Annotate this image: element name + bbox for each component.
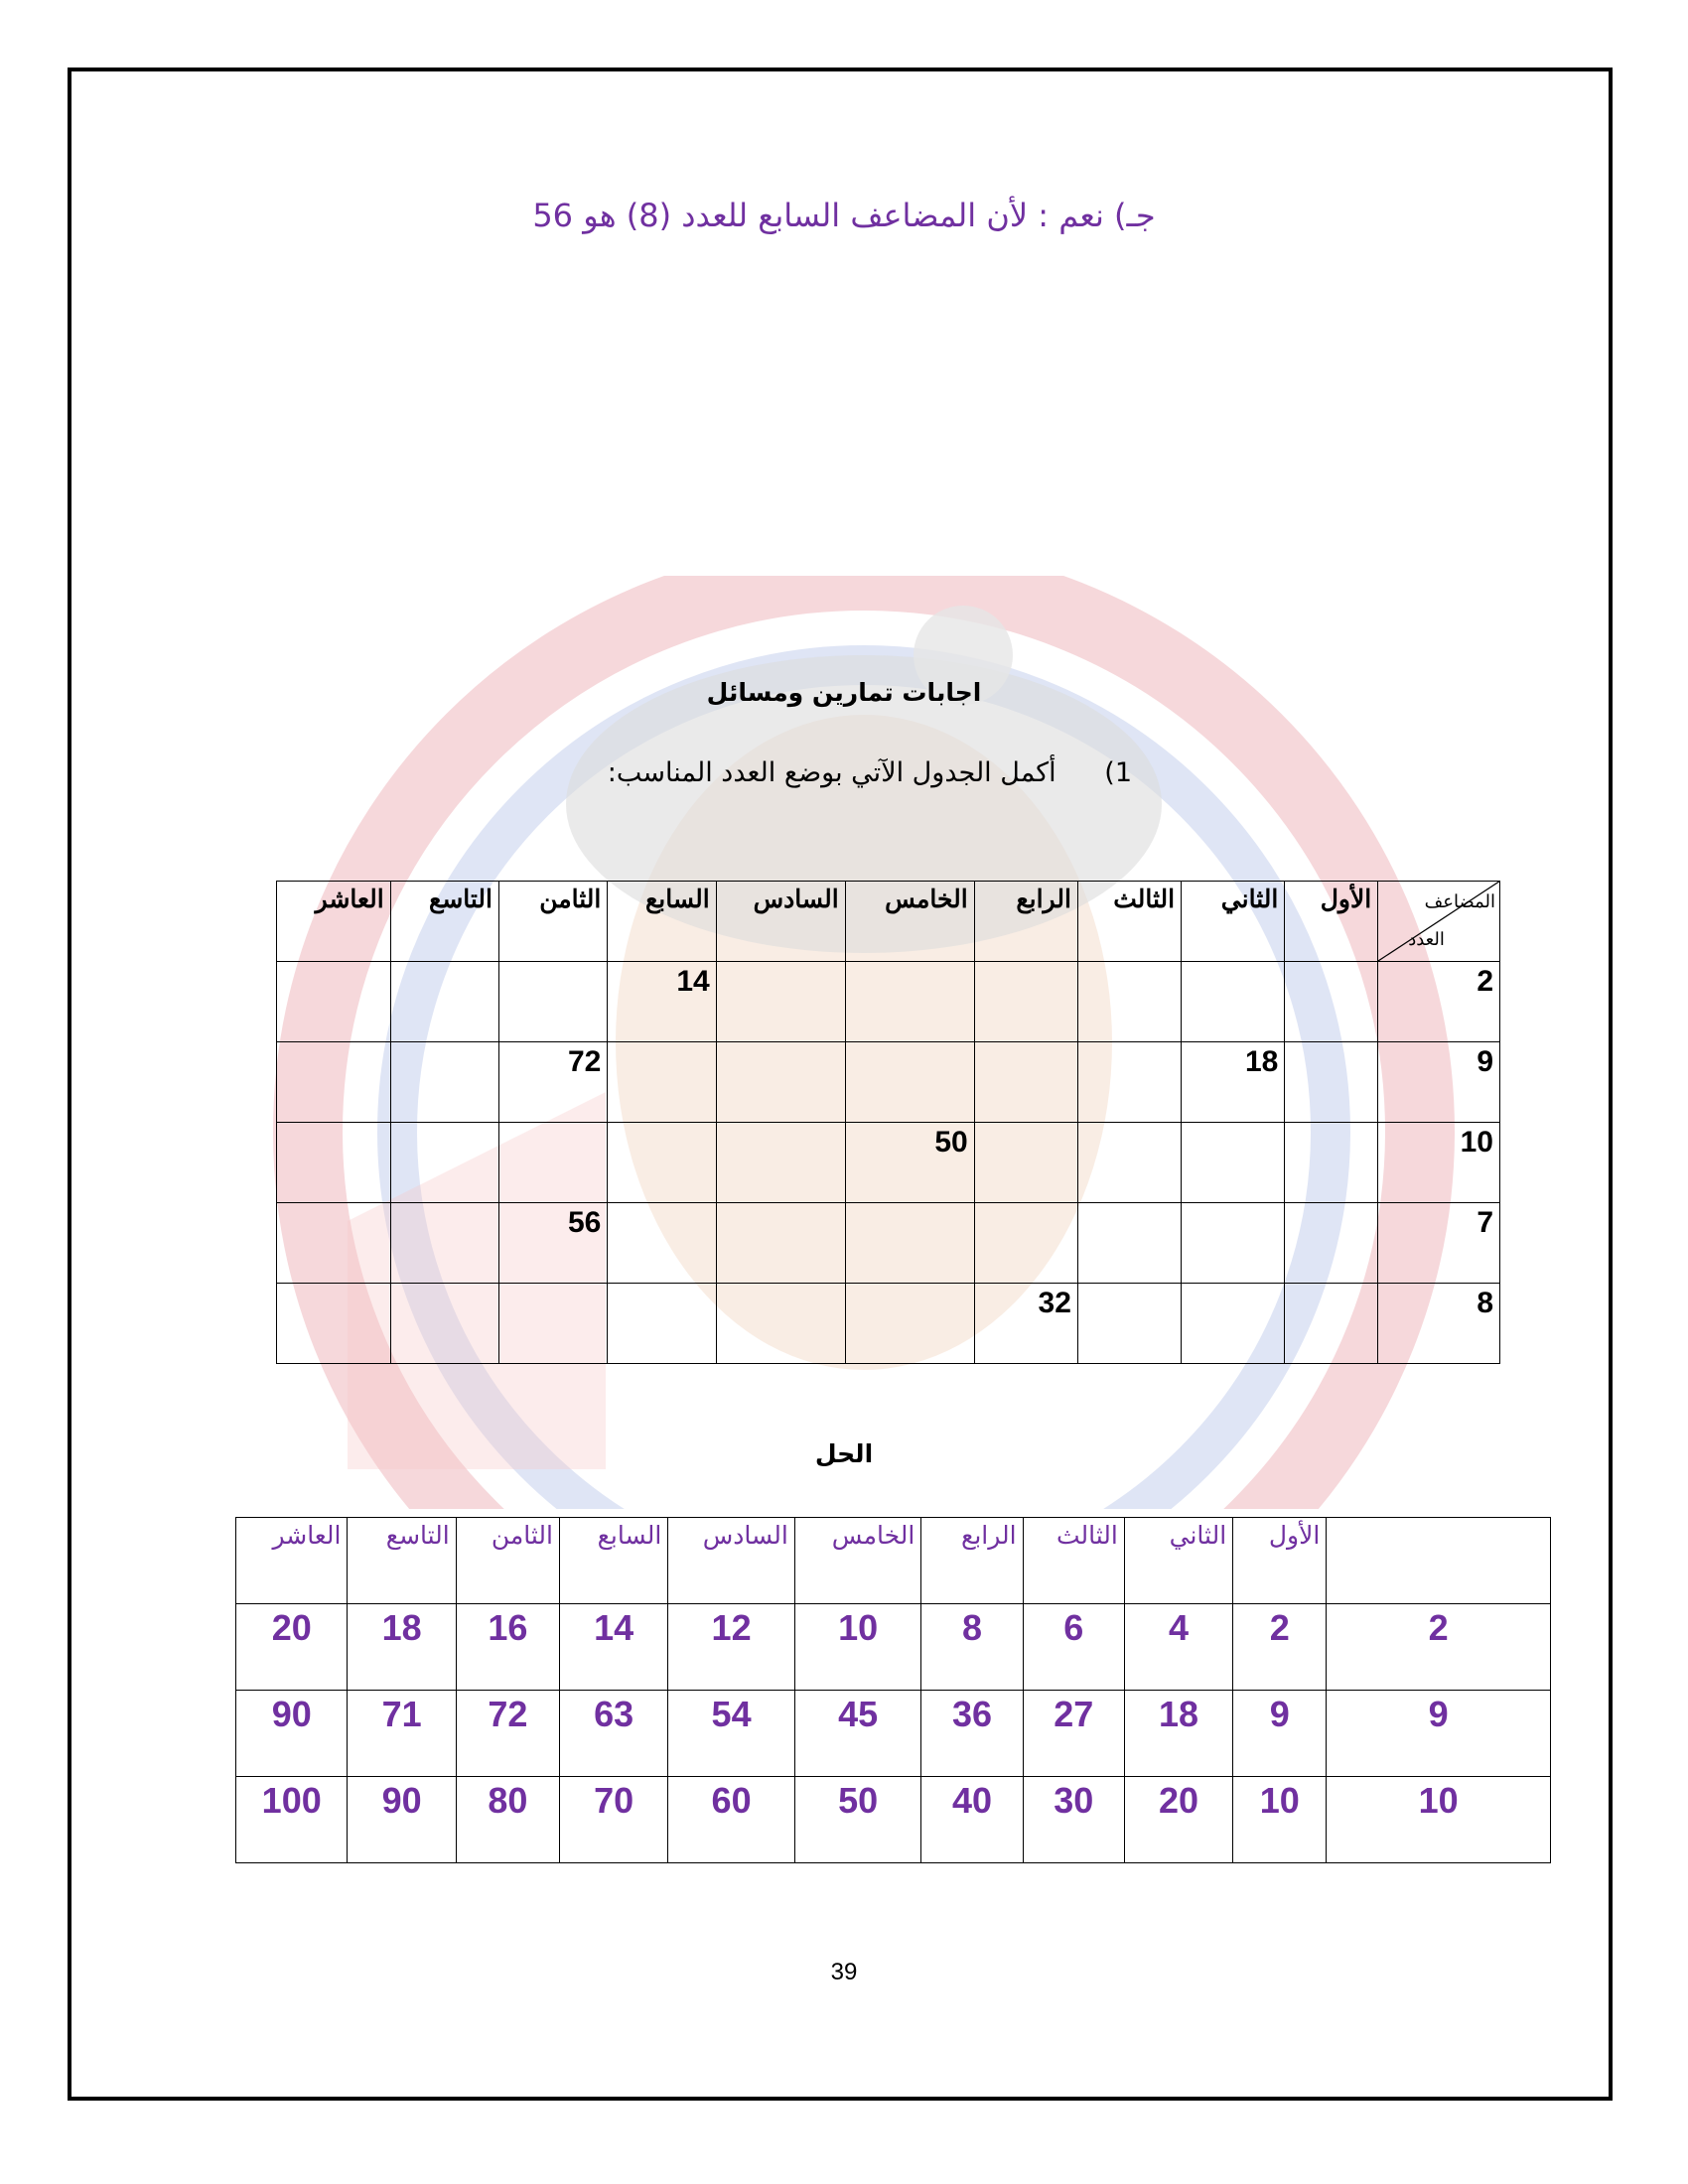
table-cell [716,1042,845,1123]
row-number: 9 [1378,1042,1500,1123]
table-row [277,962,1500,1042]
table-cell: 72 [456,1691,559,1777]
column-header: الخامس [794,1518,921,1604]
table-cell: 90 [348,1777,456,1863]
table-cell [608,1042,716,1123]
table-cell [1285,1203,1378,1284]
column-header: التاسع [390,882,498,962]
table-cell [1285,1284,1378,1364]
table-cell [1077,962,1181,1042]
row-number: 10 [1378,1123,1500,1203]
table-cell: 56 [499,1203,608,1284]
table-cell [390,1042,498,1123]
column-header: الرابع [921,1518,1023,1604]
table-cell: 18 [1182,1042,1285,1123]
table-cell: 70 [560,1777,668,1863]
row-number: 9 [1327,1691,1551,1777]
table-cell [608,1203,716,1284]
table-cell: 9 [1233,1691,1327,1777]
conclusion-text: جـ) نعم : لأن المضاعف السابع للعدد (8) هو 56 [532,197,1156,234]
table-cell [845,1284,974,1364]
table-cell [1182,1123,1285,1203]
table-cell: 30 [1023,1777,1124,1863]
table-cell: 2 [1233,1604,1327,1691]
column-header: الثامن [499,882,608,962]
page-number: 39 [830,1959,858,1985]
table-cell: 45 [794,1691,921,1777]
table-cell [277,1284,391,1364]
table-cell [716,1203,845,1284]
column-header: السادس [668,1518,795,1604]
table-cell: 20 [236,1604,348,1691]
column-header: العاشر [236,1518,348,1604]
table-cell: 18 [348,1604,456,1691]
table-cell [1182,962,1285,1042]
column-header: الثاني [1182,882,1285,962]
table-cell [1285,1042,1378,1123]
column-header: الثالث [1077,882,1181,962]
exercises-title: اجابات تمارين ومسائل [706,678,982,707]
table-cell [1182,1284,1285,1364]
column-header: العاشر [277,882,391,962]
solution-title: الحل [814,1439,874,1468]
table-cell: 10 [794,1604,921,1691]
table-cell [277,1203,391,1284]
question-1 [397,757,1132,788]
table-cell: 18 [1124,1691,1232,1777]
column-header: السابع [608,882,716,962]
table-cell: 63 [560,1691,668,1777]
table-cell [845,1203,974,1284]
table-cell [716,962,845,1042]
table-cell: 16 [456,1604,559,1691]
table-row [277,1123,1500,1203]
table-cell: 50 [845,1123,974,1203]
table-cell [974,962,1077,1042]
corner-label-multiple: المضاعف [1424,891,1495,911]
table-cell [716,1284,845,1364]
table-cell: 100 [236,1777,348,1863]
table-cell [277,962,391,1042]
table-cell [499,962,608,1042]
table-cell: 14 [560,1604,668,1691]
table-cell [974,1042,1077,1123]
corner-label-number: العدد [1408,929,1445,949]
column-header: التاسع [348,1518,456,1604]
table-header-row [277,882,1500,962]
table-cell [1077,1042,1181,1123]
table-cell: 12 [668,1604,795,1691]
table-cell [277,1042,391,1123]
table-cell: 27 [1023,1691,1124,1777]
question-text: أكمل الجدول الآتي بوضع العدد المناسب: [607,757,1056,788]
table-cell [1182,1203,1285,1284]
table-cell: 40 [921,1777,1023,1863]
table-row [236,1604,1551,1691]
table-row [277,1284,1500,1364]
table-cell [974,1203,1077,1284]
table-cell [499,1284,608,1364]
table-cell [1285,962,1378,1042]
table-cell [390,962,498,1042]
column-header: السابع [560,1518,668,1604]
table-cell: 54 [668,1691,795,1777]
column-header: الثامن [456,1518,559,1604]
row-number: 8 [1378,1284,1500,1364]
row-number: 10 [1327,1777,1551,1863]
table-row [236,1691,1551,1777]
column-header: الخامس [845,882,974,962]
table-cell: 4 [1124,1604,1232,1691]
table-cell [974,1123,1077,1203]
column-header: الأول [1285,882,1378,962]
row-number: 2 [1327,1604,1551,1691]
table-row [277,1203,1500,1284]
table-cell: 90 [236,1691,348,1777]
table-cell: 14 [608,962,716,1042]
solution-table [235,1517,1551,1863]
table-cell: 72 [499,1042,608,1123]
table-cell: 32 [974,1284,1077,1364]
table-cell: 50 [794,1777,921,1863]
table-cell [499,1123,608,1203]
table-row [277,1042,1500,1123]
table-cell [277,1123,391,1203]
exercise-table [276,881,1500,1364]
table-cell: 36 [921,1691,1023,1777]
table-cell [1077,1203,1181,1284]
table-cell: 60 [668,1777,795,1863]
question-number: 1) [1104,757,1132,788]
table-cell [1077,1123,1181,1203]
table-cell: 6 [1023,1604,1124,1691]
column-header: الأول [1233,1518,1327,1604]
column-header: الرابع [974,882,1077,962]
table-cell [390,1123,498,1203]
table-cell [608,1123,716,1203]
table-cell: 20 [1124,1777,1232,1863]
column-header: الثالث [1023,1518,1124,1604]
column-header: الثاني [1124,1518,1232,1604]
table-cell [845,1042,974,1123]
table-header-row [236,1518,1551,1604]
table-cell: 80 [456,1777,559,1863]
table-cell [1285,1123,1378,1203]
corner-cell [1378,882,1500,962]
table-cell [845,962,974,1042]
row-number: 2 [1378,962,1500,1042]
empty-header-cell [1327,1518,1551,1604]
table-cell [716,1123,845,1203]
row-number: 7 [1378,1203,1500,1284]
table-cell: 71 [348,1691,456,1777]
table-cell: 8 [921,1604,1023,1691]
table-cell [608,1284,716,1364]
table-cell [390,1284,498,1364]
table-cell [390,1203,498,1284]
table-cell [1077,1284,1181,1364]
column-header: السادس [716,882,845,962]
table-row [236,1777,1551,1863]
table-cell: 10 [1233,1777,1327,1863]
